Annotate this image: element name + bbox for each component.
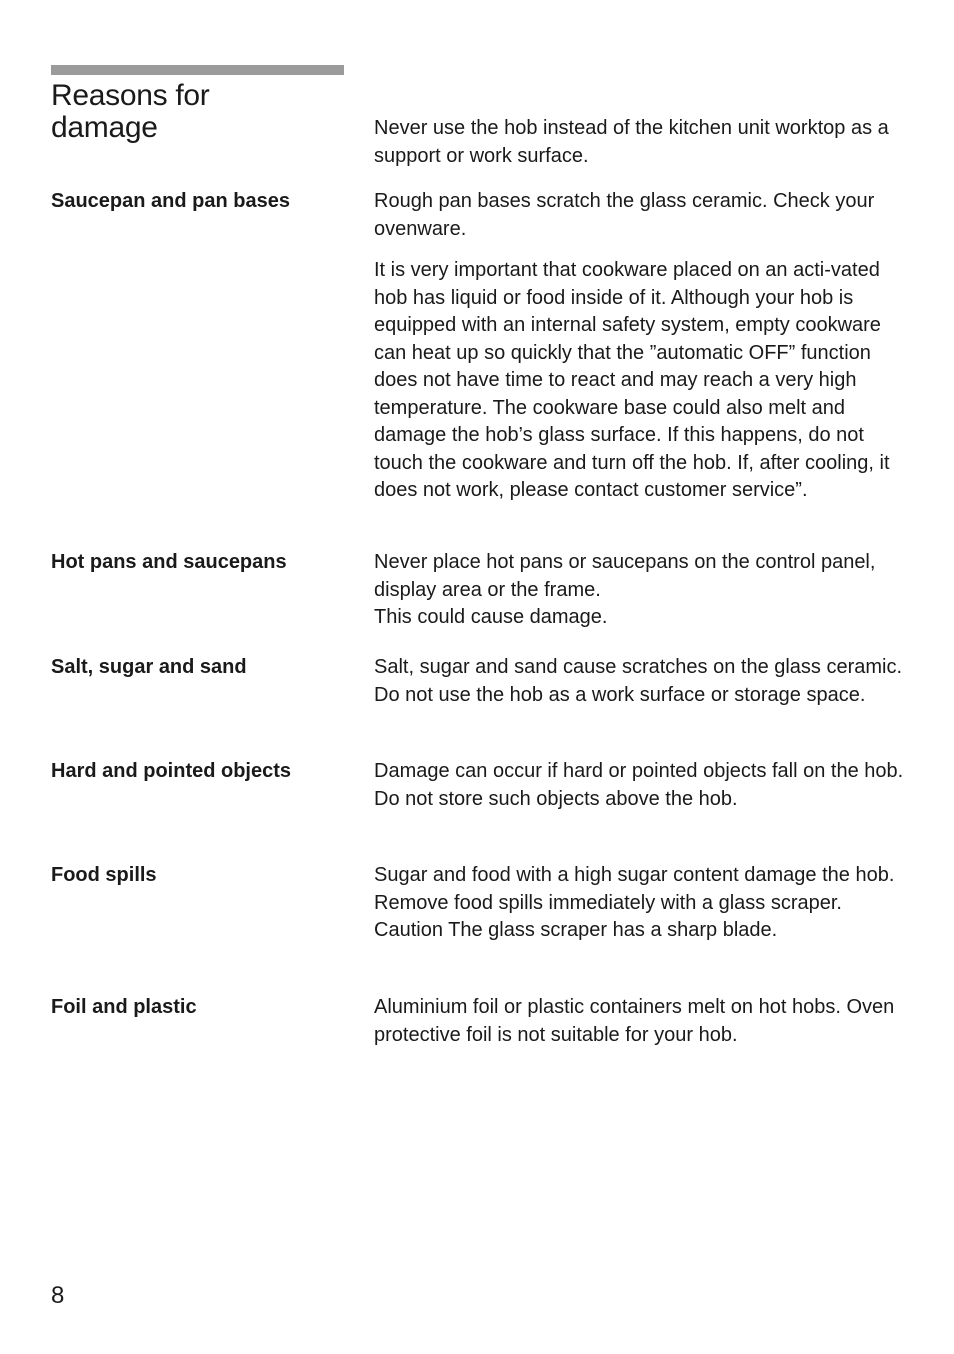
- section-body-saucepan-bases: [374, 188, 914, 505]
- section-body-food-spills: [374, 862, 914, 945]
- section-body-foil-plastic: [374, 994, 914, 1049]
- section-body-salt-sugar-sand: [374, 654, 914, 709]
- section-paragraph: Do not store such objects above the hob.: [374, 787, 738, 810]
- intro-text: Never use the hob instead of the kitchen unit worktop as a support or work surface.: [374, 117, 889, 167]
- section-body-hard-pointed-objects: [374, 758, 914, 813]
- section-paragraph: Damage can occur if hard or pointed objects fall on the hob.: [374, 760, 904, 782]
- section-label-salt-sugar-sand: Salt, sugar and sand: [51, 656, 247, 678]
- section-label-foil-plastic: Foil and plastic: [51, 996, 197, 1018]
- section-label-food-spills: Food spills: [51, 864, 157, 886]
- section-label-saucepan-bases: Saucepan and pan bases: [51, 190, 290, 212]
- section-label-hot-pans: Hot pans and saucepans: [51, 551, 287, 573]
- section-paragraph: This could cause damage.: [374, 606, 608, 628]
- section-paragraph: Aluminium foil or plastic containers melt on hot hobs. Oven protective foil is not suitable for your hob.: [374, 996, 895, 1046]
- section-paragraph: Caution The glass scraper has a sharp blade.: [374, 919, 778, 941]
- page-number: 8: [51, 1282, 65, 1309]
- section-paragraph: Rough pan bases scratch the glass ceramic. Check your ovenware.: [374, 190, 875, 240]
- section-paragraph: It is very important that cookware placed on an acti-vated hob has liquid or food inside of it. Although your hob is equipped with an internal safety system, empty cookware can heat up so quickly that the ”automatic OFF” function does not have time to react and may reach a very high temperature. The cookware base could also melt and damage the hob’s glass surface. If this happens, do not touch the cookware and turn off the hob. If, after cooling, it does not work, please contact customer service”.: [374, 259, 890, 501]
- section-paragraph: Sugar and food with a high sugar content damage the hob. Remove food spills immediately with a glass scraper.: [374, 864, 895, 914]
- section-label-hard-pointed-objects: Hard and pointed objects: [51, 760, 292, 782]
- section-paragraph: Salt, sugar and sand cause scratches on the glass ceramic. Do not use the hob as a work surface or storage space.: [374, 656, 903, 706]
- section-paragraph: Never place hot pans or saucepans on the control panel, display area or the frame.: [374, 551, 876, 601]
- page-title: Reasons for damage: [51, 79, 210, 144]
- section-divider: [51, 65, 344, 75]
- section-body-hot-pans: [374, 549, 914, 632]
